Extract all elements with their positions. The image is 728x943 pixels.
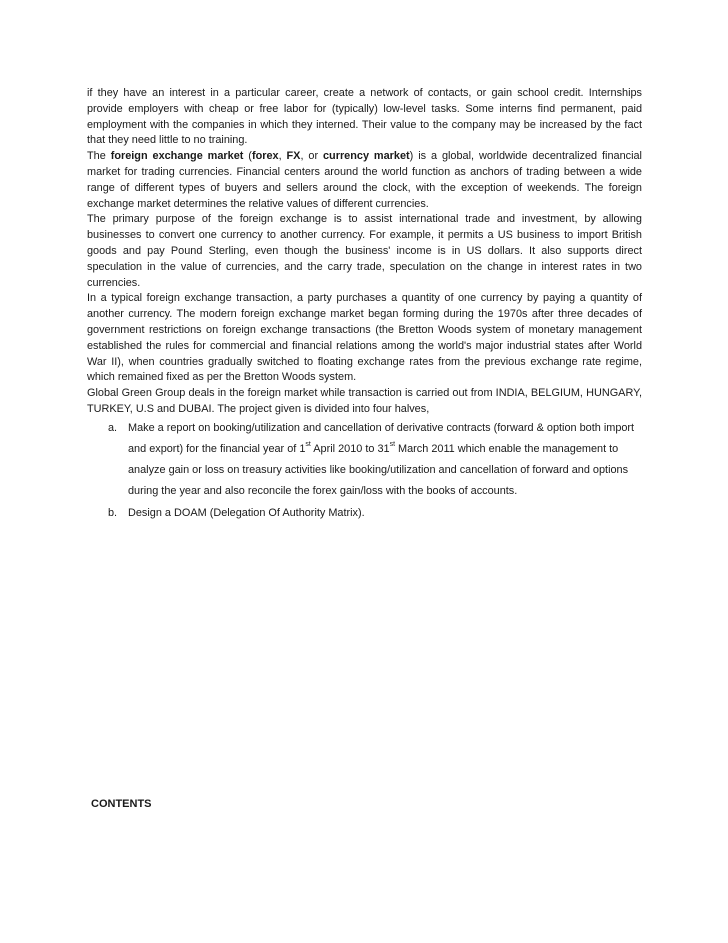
list-marker: a. — [108, 421, 118, 434]
paragraph-global-green-group: Global Green Group deals in the foreign market while transaction is carried out from INDIA, BELGIUM, HUNGARY, TURKEY, U.S and DUBAI. The project given is divided into four halves, — [87, 387, 642, 415]
list-item-a — [87, 418, 642, 502]
list-item-b — [87, 503, 642, 524]
text-run: The — [87, 150, 111, 163]
paragraph-forex-transaction: In a typical foreign exchange transaction, a party purchases a quantity of one currency by paying a quantity of another currency. The modern foreign exchange market began forming during the 1970s after three decades of government restrictions on foreign exchange transactions (the Bretton Woods system of monetary management established the rules for commercial and financial relations among the world's major industrial states after World War II), when countries gradually switched to floating exchange rates from the previous exchange rate regime, which remained fixed as per the Bretton Woods system. — [87, 292, 642, 384]
paragraph-forex-definition — [87, 149, 642, 212]
text-run: , — [278, 150, 287, 163]
text-run: ) is a global, worldwide decentralized financial market for trading currencies. Financial centers around the world function as anchors of trading between a wide range of different types of buyers and sellers around the clock, with the exception of weekends. The foreign exchange market determines the relative values of different currencies. — [87, 150, 642, 210]
term-fx: FX — [286, 150, 301, 163]
paragraph-internships: if they have an interest in a particular career, create a network of contacts, or gain school credit. Internships provide employers with cheap or free labor for (typically) low-level tasks. Some interns find permanent, paid employment with the companies in which they interned. Their value to the company may be increased by the fact that they need little to no training. — [87, 87, 642, 147]
project-task-list — [87, 418, 642, 524]
paragraph-forex-purpose: The primary purpose of the foreign exchange is to assist international trade and investment, by allowing businesses to convert one currency to another currency. For example, it permits a US business to import British goods and pay Pound Sterling, even though the business' income is in US dollars. It also supports direct speculation in the value of currencies, and the carry trade, speculation on the change in interest rates in two currencies. — [87, 213, 642, 289]
superscript: st — [389, 441, 396, 449]
body-text — [87, 86, 642, 524]
contents-heading: CONTENTS — [91, 798, 152, 810]
term-forex: forex — [251, 150, 279, 163]
text-run: April 2010 to 31 — [310, 442, 390, 455]
text-run: Make a report on booking/utilization and cancellation of derivative contracts (forward & option both import and export) for the financial year of 1 — [128, 421, 635, 455]
text-run: March 2011 which enable the management to analyze gain or loss on treasury activities like booking/utilization and cancellation of forward and options during the year and also reconcile the forex gain/loss with the books of accounts. — [128, 442, 629, 497]
superscript: st — [305, 441, 311, 449]
term-currency-market: currency market — [323, 150, 410, 163]
text-run: ( — [243, 150, 252, 163]
text-run: , or — [300, 150, 323, 163]
text-run: Design a DOAM (Delegation Of Authority Matrix). — [128, 506, 365, 519]
list-marker: b. — [108, 506, 118, 519]
term-foreign-exchange-market: foreign exchange market — [110, 150, 244, 163]
